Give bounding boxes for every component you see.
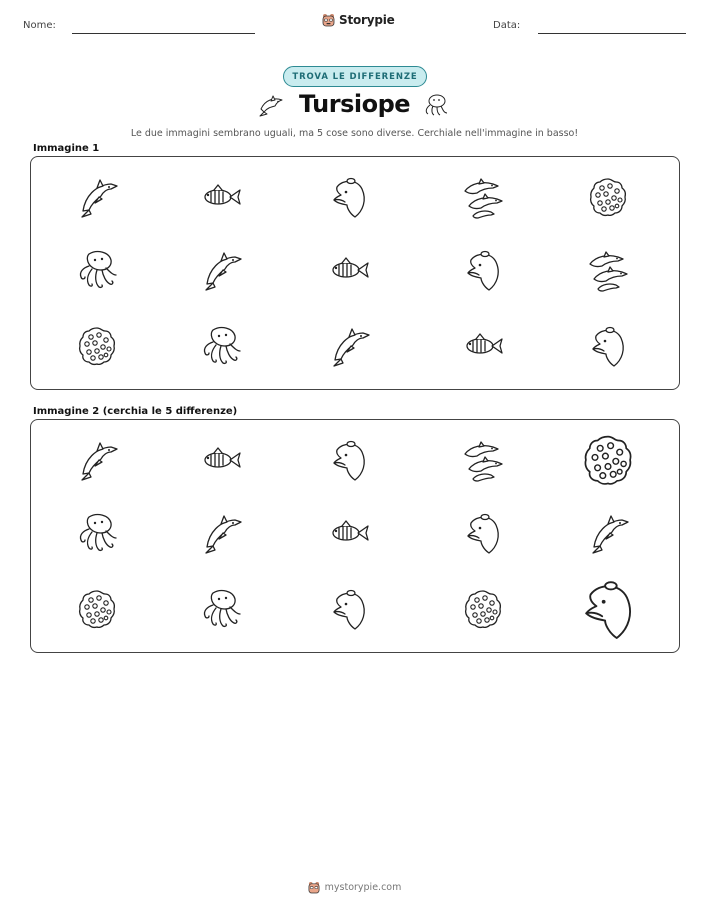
dolphin-jumping-icon[interactable]: [593, 516, 628, 553]
panel-1-label: Immagine 1: [33, 143, 100, 154]
fish-icon[interactable]: [205, 448, 240, 467]
panel-original-canvas: [31, 157, 681, 391]
footer-url: mystorypie.com: [324, 882, 402, 893]
fish-icon: [205, 185, 240, 204]
fish-icon[interactable]: [333, 521, 368, 540]
date-label: Data:: [493, 20, 521, 31]
dolphin-face-icon[interactable]: [334, 442, 364, 481]
panel-differences: [30, 419, 680, 653]
coral-sponge-icon: [591, 179, 626, 215]
storypie-mascot-icon: [322, 13, 335, 27]
coral-sponge-icon[interactable]: [466, 591, 501, 627]
worksheet-title: Tursiope: [298, 90, 411, 118]
dolphin-face-icon[interactable]: [468, 515, 498, 554]
coral-sponge-icon: [80, 328, 115, 364]
dolphin-face-icon: [468, 252, 498, 291]
storypie-mascot-icon: [308, 881, 320, 894]
dolphin-jumping-icon: [82, 180, 117, 217]
name-label: Nome:: [23, 20, 56, 31]
octopus-icon[interactable]: [80, 515, 116, 551]
panel-differences-canvas: [31, 420, 681, 654]
panel-original: [30, 156, 680, 390]
instructions-text: Le due immagini sembrano uguali, ma 5 cose sono diverse. Cerchiale nell'immagine in basso!: [130, 128, 579, 139]
dolphin-pod-icon[interactable]: [465, 442, 502, 481]
dolphin-face-icon: [593, 328, 623, 367]
octopus-icon[interactable]: [204, 591, 240, 627]
fish-icon: [333, 258, 368, 277]
panel-2-label: Immagine 2 (cerchia le 5 differenze): [33, 406, 238, 417]
dolphin-face-icon[interactable]: [586, 582, 630, 638]
octopus-icon: [80, 252, 116, 288]
dolphin-jumping-icon: [334, 329, 369, 366]
storypie-logo: [322, 13, 395, 27]
coral-sponge-icon[interactable]: [585, 437, 630, 484]
dolphin-jumping-icon[interactable]: [82, 443, 117, 480]
octopus-title-icon: [422, 92, 450, 118]
dolphin-face-icon: [334, 179, 364, 218]
fish-icon: [467, 334, 502, 353]
brand-name: Storypie: [339, 13, 395, 27]
dolphin-pod-icon: [590, 252, 627, 291]
name-field-line[interactable]: [72, 33, 255, 34]
dolphin-pod-icon: [465, 179, 502, 218]
dolphin-jumping-icon[interactable]: [206, 516, 241, 553]
octopus-icon: [204, 328, 240, 364]
date-field-line[interactable]: [538, 33, 686, 34]
activity-badge: TROVA LE DIFFERENZE: [283, 66, 427, 87]
dolphin-jumping-icon: [206, 253, 241, 290]
footer: [0, 881, 709, 894]
dolphin-face-icon[interactable]: [334, 591, 364, 630]
coral-sponge-icon[interactable]: [80, 591, 115, 627]
